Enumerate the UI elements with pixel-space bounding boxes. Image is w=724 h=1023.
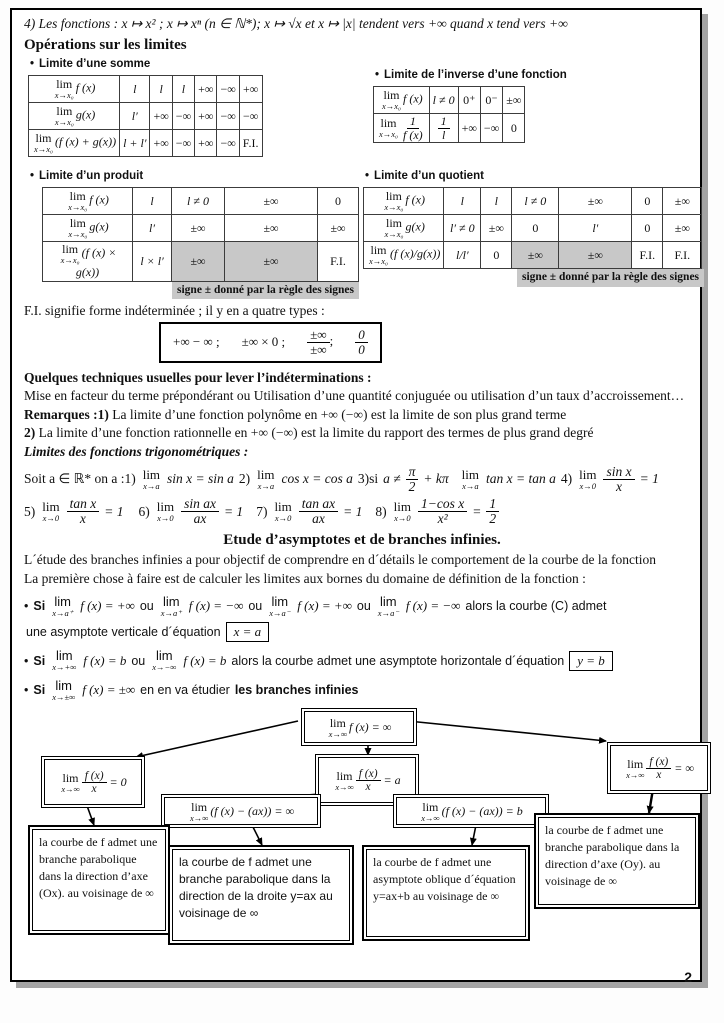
cell: ±∞: [225, 242, 318, 282]
cell: l′ ≠ 0: [444, 215, 481, 242]
row-label: lim x→x₀ (f (x) + g(x)): [29, 130, 120, 157]
vertical-asymptote-equation: une asymptote verticale d´équation x = a: [26, 622, 700, 642]
cell: ±∞: [663, 215, 702, 242]
table-row: [374, 114, 525, 143]
trig-limits-line-1: Soit a ∈ ℝ* on a :1) lim x→a sin x = sin a 2) lim x→a cos x = cos a 3)si a ≠ $\frac{\pi}{2}$ + kπ lim x→a tan x = tan a 4) lim x→0 $\frac{\text{sin x}}{x}$ = 1: [24, 463, 659, 494]
conclusion-parabolic-ox: la courbe de f admet une branche parabolique dans la direction d’axe (Ox). au voisinage de ∞: [32, 829, 166, 931]
cell: ±∞: [481, 215, 512, 242]
row-label: lim x→x₀ f (x): [364, 188, 444, 215]
cell: −∞: [217, 130, 239, 157]
cell: l: [133, 188, 172, 215]
cell: l′: [559, 215, 632, 242]
operations-heading: Opérations sur les limites: [24, 37, 187, 53]
table-row: [364, 188, 702, 215]
table-row: [374, 87, 525, 114]
cell: l: [150, 76, 172, 103]
tables-row-2: [24, 167, 700, 299]
equation-box: x = a: [226, 622, 270, 642]
cell: 0: [632, 215, 663, 242]
conclusion-oblique-asymptote: la courbe de f admet une asymptote oblique d´équation y=ax+b au voisinage de ∞: [366, 849, 526, 937]
indeterminate-forms-box: [159, 322, 382, 362]
sign-rule-note: signe ± donné par la règle des signes: [172, 282, 359, 300]
cell: −∞: [172, 130, 194, 157]
cell: F.I.: [318, 242, 359, 282]
table-row: [29, 76, 263, 103]
cell: +∞: [195, 76, 217, 103]
cell: 0: [512, 215, 559, 242]
remark-2: 2) La limite d’une fonction rationnelle en +∞ (−∞) est la limite du rapport des termes de plus grand degré: [24, 425, 594, 441]
fi-type-2: ±∞ × 0 ;: [241, 334, 286, 350]
cell: l ≠ 0: [429, 87, 458, 114]
remark-1: Remarques :1) La limite d’une fonction polynôme en +∞ (−∞) est la limite de son plus grand terme: [24, 406, 567, 422]
cell: F.I.: [632, 242, 663, 269]
cell: −∞: [217, 76, 239, 103]
row-label: lim x→x₀ $\frac{1}{f (x)}$: [374, 114, 430, 143]
cell: ±∞: [512, 242, 559, 269]
cell: F.I.: [663, 242, 702, 269]
quotient-limit-title: • Limite d’un quotient: [365, 170, 484, 182]
row-label: lim x→x₀ g(x): [364, 215, 444, 242]
product-limit-title: • Limite d’un produit: [30, 170, 144, 182]
cell: l + l′: [120, 130, 150, 157]
techniques-heading: Quelques techniques usuelles pour lever l’indéterminations :: [24, 369, 372, 385]
cell: l × l′: [133, 242, 172, 282]
horizontal-asymptote-rule: • Si lim x→+∞ f (x) = b ou lim x→−∞ f (x) = b alors la courbe admet une asymptote horizontale d´équation y = b: [24, 649, 700, 672]
row-label: lim x→x₀ (f (x)/g(x)): [364, 242, 444, 269]
cell: l/l′: [444, 242, 481, 269]
page-number: 2: [684, 969, 692, 985]
cell: 0: [318, 188, 359, 215]
fi-type-4: $\frac{0}{0}$: [355, 328, 368, 356]
bullet-icon: •: [375, 69, 380, 81]
cell: 0⁺: [458, 87, 480, 114]
table-row: [364, 215, 702, 242]
sum-limit-title: • Limite d’une somme: [30, 58, 151, 70]
equation-box: y = b: [569, 651, 613, 671]
bullet-icon: •: [30, 170, 35, 182]
document-page: [24, 14, 700, 951]
cell: ±∞: [503, 87, 525, 114]
cell: l: [120, 76, 150, 103]
intro-line: 4) Les fonctions : x ↦ x² ; x ↦ xⁿ (n ∈ ℕ*); x ↦ √x et x ↦ |x| tendent vers +∞ quand x tend vers +∞: [24, 16, 568, 31]
infinite-branches-rule: • Si lim x→±∞ f (x) = ±∞ en en va étudier les branches infinies: [24, 677, 359, 702]
asymptotes-line-1: L´étude des branches infinies a pour objectif de comprendre en d´détails le comportement de la courbe de la fonction: [24, 552, 657, 568]
cell: ±∞: [318, 215, 359, 242]
cell: $\frac{1}{l}$: [429, 114, 458, 143]
cell: 0: [632, 188, 663, 215]
limit-infinity-box: lim x→∞ f (x) = ∞: [304, 711, 414, 743]
cell: −∞: [480, 114, 502, 143]
inverse-limit-table: [373, 86, 525, 143]
fi-type-1: +∞ − ∞ ;: [173, 334, 220, 350]
bullet-icon: •: [365, 170, 370, 182]
table-row: [29, 130, 263, 157]
cell: ±∞: [225, 188, 318, 215]
product-limit-table: [42, 187, 359, 282]
cell: l: [481, 188, 512, 215]
bullet-icon: •: [24, 683, 29, 698]
cell: ±∞: [172, 242, 225, 282]
table-row: [43, 188, 359, 215]
cell: −∞: [217, 103, 239, 130]
cell: l′: [133, 215, 172, 242]
cell: +∞: [150, 103, 172, 130]
conclusion-parabolic-y-ax: la courbe de f admet une branche parabolique dans la direction de la droite y=ax au voisinage de ∞: [172, 849, 350, 941]
table-row: [43, 215, 359, 242]
cell: +∞: [195, 103, 217, 130]
cell: l: [172, 76, 194, 103]
cell: l′: [120, 103, 150, 130]
row-label: lim x→x₀ g(x): [29, 103, 120, 130]
vertical-asymptote-rule: • Si lim x→a⁺ f (x) = +∞ ou lim x→a⁺ f (x) = −∞ ou lim x→a⁻ f (x) = +∞ ou lim x→a⁻ f (x) = −∞ alors la courbe (C) admet: [24, 593, 607, 618]
table-row: [364, 242, 702, 269]
cell: ±∞: [172, 215, 225, 242]
fi-type-3: $\frac{\pm\infty}{\pm\infty}$ ;: [307, 328, 333, 356]
cell: +∞: [150, 130, 172, 157]
table-row: [43, 242, 359, 282]
asymptotes-title: Etude d’asymptotes et de branches infinies.: [223, 532, 501, 549]
product-limit-section: [24, 167, 359, 299]
table-row: [29, 103, 263, 130]
techniques-line: Mise en facteur du terme prépondérant ou Utilisation d’une quantité conjuguée ou utilisation d’un taux d’accroissement…: [24, 388, 685, 404]
row-label: lim x→x₀ (f (x) × g(x)): [43, 242, 133, 282]
fx-over-x-infinity-box: lim x→∞ $\frac{f (x)}{x}$ = ∞: [610, 745, 708, 791]
cell: 0: [481, 242, 512, 269]
cell: l: [444, 188, 481, 215]
fx-minus-ax-b-box: lim x→∞ (f (x) − (ax)) = b: [396, 797, 546, 825]
sum-limit-section: [24, 55, 369, 157]
cell: +∞: [195, 130, 217, 157]
fx-over-x-a-box: lim x→∞ $\frac{f (x)}{x}$ = a: [318, 757, 416, 803]
cell: l ≠ 0: [172, 188, 225, 215]
infinite-branches-flowchart: [24, 709, 700, 951]
cell: 0⁻: [480, 87, 502, 114]
cell: +∞: [239, 76, 262, 103]
inverse-limit-title: • Limite de l’inverse d’une fonction: [375, 69, 567, 81]
asymptotes-section: [24, 532, 700, 701]
fx-minus-ax-infinity-box: lim x→∞ (f (x) − (ax)) = ∞: [164, 797, 318, 825]
sum-limit-table: [28, 75, 263, 157]
cell: ±∞: [663, 188, 702, 215]
asymptotes-line-2: La première chose à faire est de calculer les limites aux bornes du domaine de définition de la fonction :: [24, 570, 586, 586]
cell: −∞: [239, 103, 262, 130]
row-label: lim x→x₀ f (x): [374, 87, 430, 114]
cell: ±∞: [559, 242, 632, 269]
quotient-limit-table: [363, 187, 702, 269]
cell: +∞: [458, 114, 480, 143]
cell: 0: [503, 114, 525, 143]
fx-over-x-zero-box: lim x→∞ $\frac{f (x)}{x}$ = 0: [44, 759, 142, 805]
bullet-icon: •: [24, 653, 29, 668]
inverse-limit-section: [369, 55, 700, 143]
trig-limits-line-2: 5) lim x→0 $\frac{\text{tan x}}{x}$ = 1 6) lim x→0 $\frac{\text{sin ax}}{ax}$ = 1 7) lim x→0 $\frac{\text{tan ax}}{ax}$ = 1 8) lim x→0 $\frac{\text{1−cos x}}{\text{x²}}$ = $\frac{1}{2}$: [24, 497, 700, 526]
cell: −∞: [172, 103, 194, 130]
row-label: lim x→x₀ f (x): [29, 76, 120, 103]
tables-row-1: [24, 55, 700, 157]
sign-rule-note: signe ± donné par la règle des signes: [517, 269, 704, 287]
cell: F.I.: [239, 130, 262, 157]
techniques-section: [24, 369, 700, 462]
row-label: lim x→x₀ g(x): [43, 215, 133, 242]
cell: l ≠ 0: [512, 188, 559, 215]
conclusion-parabolic-oy: la courbe de f admet une branche parabolique dans la direction d’axe (Oy). au voisinage de ∞: [538, 817, 696, 905]
cell: ±∞: [559, 188, 632, 215]
bullet-icon: •: [24, 599, 29, 614]
trig-limits-heading: Limites des fonctions trigonométriques :: [24, 444, 249, 460]
quotient-limit-section: [359, 167, 704, 287]
fi-definition: F.I. signifie forme indéterminée ; il y en a quatre types :: [24, 303, 325, 319]
cell: ±∞: [225, 215, 318, 242]
row-label: lim x→x₀ f (x): [43, 188, 133, 215]
bullet-icon: •: [30, 58, 35, 70]
